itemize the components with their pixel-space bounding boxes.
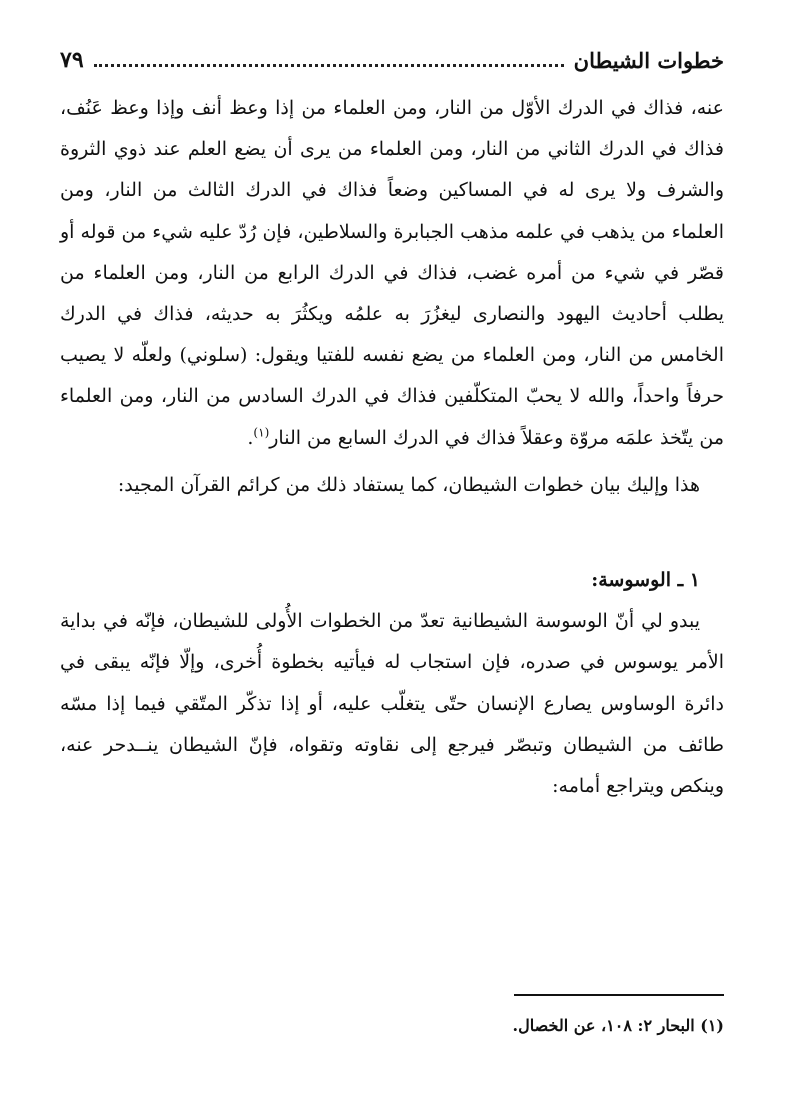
running-title: خطوات الشيطان <box>573 47 724 73</box>
paragraph-continuation <box>60 88 724 459</box>
paragraph-continuation-end: . <box>247 426 254 449</box>
paragraph-continuation-text: عنه، فذاك في الدرك الأوّل من النار، ومن العلماء من إذا وعظ أنف وإذا وعظ عَنُف، فذاك في الدرك الثاني من النار، ومن العلماء من يرى أن يضع العلم عند ذوي الثروة والشرف ولا يرى له في المساكين وضعاً فذاك في الدرك الثالث من النار، ومن العلماء من يذهب في علمه مذهب الجبابرة والسلاطين، فإن رُدّ عليه شيء من قوله أو قصّر في شيء من أمره غضب، فذاك في الدرك الرابع من النار، ومن العلماء من يطلب أحاديث اليهود والنصارى ليغزُرَ به علمُه ويكثُرَ به حديثه، فذاك في الدرك الخامس من النار، ومن العلماء من يضع نفسه للفتيا ويقول: (سلوني) ولعلّه لا يصيب حرفاً واحداً، والله لا يحبّ المتكلّفين فذاك في الدرك السادس من النار، ومن العلماء من يتّخذ علمَه مروّة وعقلاً فذاك في الدرك السابع من النار <box>60 97 724 449</box>
footnote: (١) البحار ٢: ١٠٨، عن الخصال. <box>512 1016 724 1035</box>
running-header <box>60 40 724 80</box>
footnote-divider <box>514 994 724 996</box>
paragraph-intro: هذا وإليك بيان خطوات الشيطان، كما يستفاد ذلك من كرائم القرآن المجيد: <box>117 473 700 496</box>
body-text <box>60 88 724 807</box>
section-heading: ١ ـ الوسوسة: <box>591 569 700 592</box>
footnote-marker: (١) <box>253 425 270 440</box>
paragraph-section-body: يبدو لي أنّ الوسوسة الشيطانية تعدّ من الخطوات الأُولى للشيطان، فإنّه في بداية الأمر يوسوس في صدره، فإن استجاب له فيأتيه بخطوة أُخرى، وإلّا فإنّه يبقى في دائرة الوساوس يصارع الإنسان حتّى يتغلّب عليه، أو إذا تذكّر المتّقي فيما إذا مسّه طائف من الشيطان وتبصّر فيرجع إلى نقاوته وتقواه، فإنّ الشيطان ينــدحر عنه، وينكص ويتراجع أمامه: <box>60 610 724 798</box>
dotted-leader <box>94 64 564 67</box>
page-number: ٧٩ <box>60 47 84 73</box>
